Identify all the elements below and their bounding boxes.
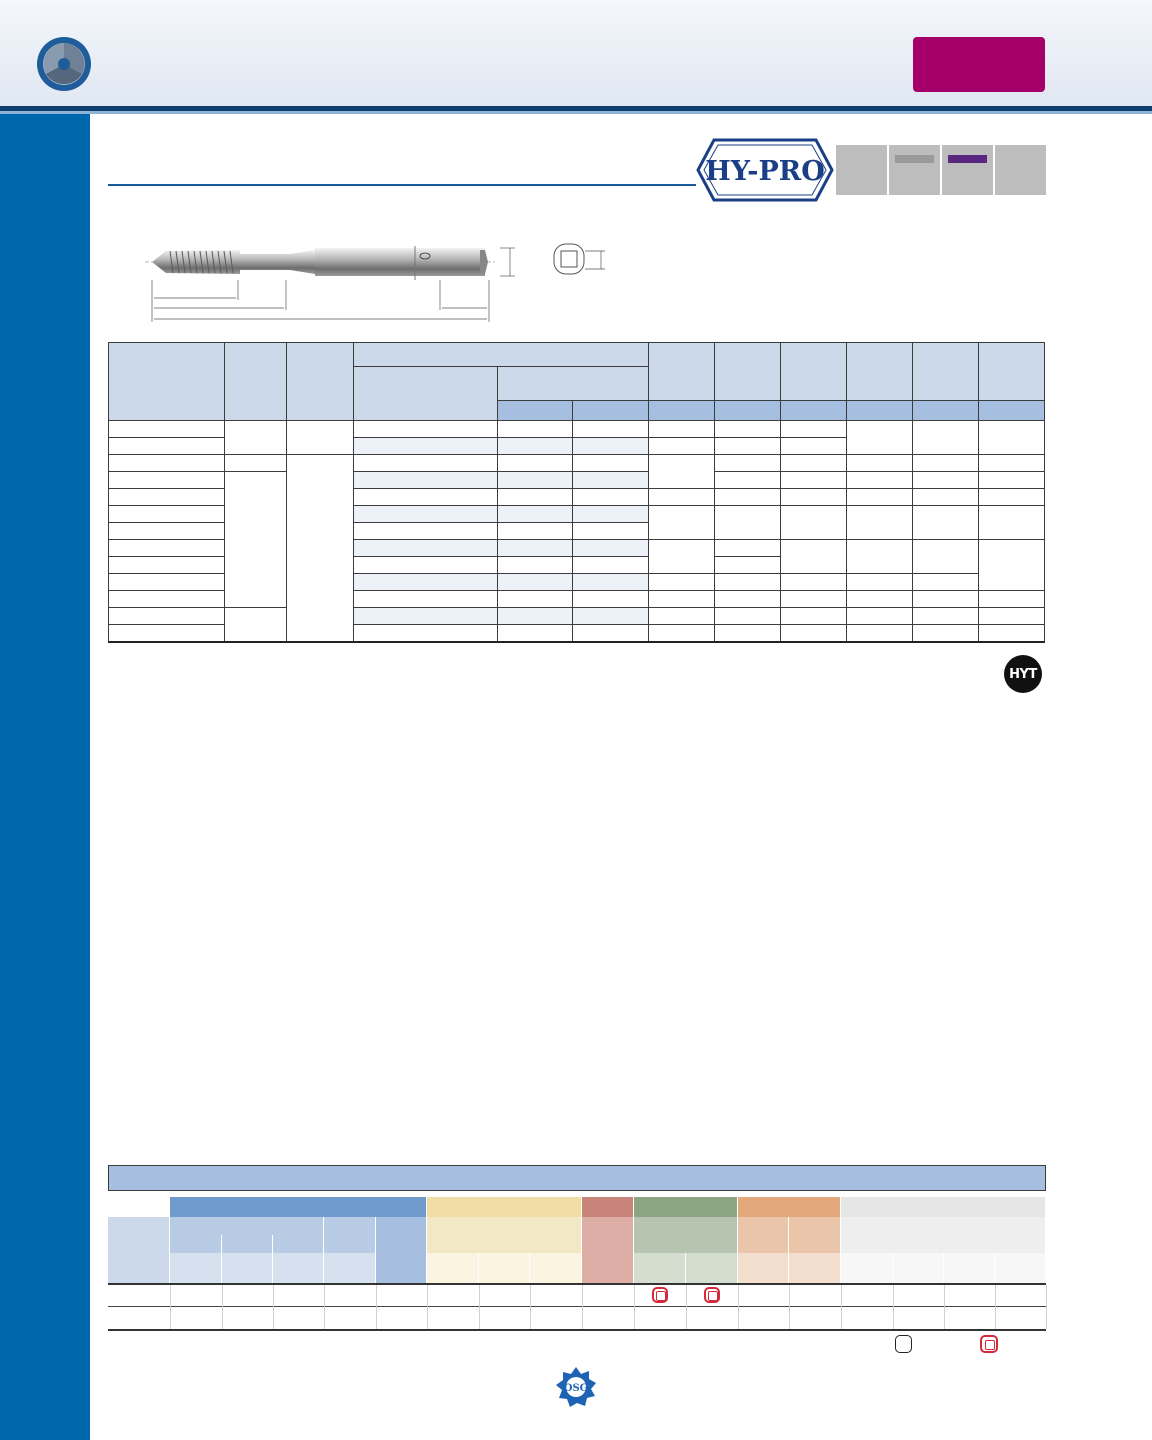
tool-tab-1[interactable] xyxy=(836,145,887,195)
spec-header-10 xyxy=(847,343,913,401)
spec-unit-8 xyxy=(979,401,1045,421)
spec-header-8 xyxy=(715,343,781,401)
grid-line xyxy=(686,1285,687,1329)
spec-unit-2 xyxy=(573,401,649,421)
unit-cell xyxy=(841,1253,893,1283)
grid-line xyxy=(427,1285,428,1329)
grid-line xyxy=(222,1285,223,1329)
header-divider-light xyxy=(0,111,1152,114)
subheader-5a xyxy=(738,1217,789,1253)
unit-cell xyxy=(324,1253,376,1283)
unit-cell xyxy=(634,1253,686,1283)
unit-cell xyxy=(479,1253,530,1283)
hyt-badge-icon: HYT xyxy=(1004,655,1042,693)
grid-line xyxy=(582,1285,583,1329)
spec-unit-5 xyxy=(781,401,847,421)
group-header-steel xyxy=(170,1197,427,1217)
subheader-alloy xyxy=(324,1217,376,1253)
grid-line xyxy=(944,1285,945,1329)
tool-tab-2[interactable] xyxy=(889,145,940,195)
subheader-high xyxy=(273,1235,324,1253)
subheader-4 xyxy=(634,1217,738,1253)
spec-unit-1 xyxy=(498,401,573,421)
table-divider xyxy=(108,1306,1046,1307)
spec-header-12 xyxy=(979,343,1045,401)
legend-good-mark-icon xyxy=(895,1335,912,1353)
group-header-5 xyxy=(738,1197,841,1217)
unit-cell xyxy=(944,1253,995,1283)
unit-cell xyxy=(738,1253,789,1283)
grid-line xyxy=(893,1285,894,1329)
unit-cell xyxy=(170,1253,222,1283)
material-table-title-bar xyxy=(108,1165,1046,1191)
subheader-3 xyxy=(582,1217,634,1283)
unit-cell xyxy=(222,1253,273,1283)
tool-tab-3[interactable] xyxy=(942,145,993,195)
spec-header-sub-2 xyxy=(498,367,649,401)
spec-unit-3 xyxy=(649,401,715,421)
tap-specification-table xyxy=(108,342,1045,643)
tap-dimension-diagram xyxy=(140,236,620,326)
table-row xyxy=(109,472,1045,489)
grid-line xyxy=(634,1285,635,1329)
grid-line xyxy=(479,1285,480,1329)
unit-cell xyxy=(893,1253,944,1283)
group-header-6 xyxy=(841,1197,1046,1217)
spec-header-2 xyxy=(225,343,287,421)
tool-tab-4[interactable] xyxy=(995,145,1046,195)
tool-type-tabs xyxy=(836,145,1046,195)
grid-line xyxy=(789,1285,790,1329)
subheader-6 xyxy=(841,1217,1046,1253)
spec-header-9 xyxy=(781,343,847,401)
grid-line xyxy=(995,1285,996,1329)
table-divider xyxy=(108,1329,1046,1331)
title-rule xyxy=(108,184,696,186)
grid-line xyxy=(273,1285,274,1329)
material-suitability-table xyxy=(108,1197,1046,1331)
tab-indicator-active xyxy=(948,155,987,163)
table-row xyxy=(109,455,1045,472)
unit-cell xyxy=(427,1253,479,1283)
grid-line xyxy=(324,1285,325,1329)
tap-chuck-logo-icon xyxy=(36,36,92,92)
spec-unit-4 xyxy=(715,401,781,421)
osg-logo xyxy=(555,1366,597,1408)
tap-shank xyxy=(315,248,485,276)
group-header-3 xyxy=(582,1197,634,1217)
unit-cell xyxy=(789,1253,841,1283)
osg-logo-text: OSG xyxy=(563,1383,589,1394)
grid-line xyxy=(841,1285,842,1329)
group-header-4 xyxy=(634,1197,738,1217)
table-divider xyxy=(108,1283,1046,1285)
sidebar xyxy=(0,114,90,1440)
group-header-stainless xyxy=(427,1197,582,1217)
grid-line xyxy=(530,1285,531,1329)
grid-line xyxy=(738,1285,739,1329)
grid-line xyxy=(170,1285,171,1329)
subheader-mid xyxy=(222,1235,273,1253)
spec-header-sub-1 xyxy=(354,367,498,421)
spec-header-group xyxy=(354,343,649,367)
subheader-hardened xyxy=(376,1217,427,1283)
table-row xyxy=(109,421,1045,438)
material-row-header xyxy=(108,1217,170,1283)
spec-header-size xyxy=(109,343,225,421)
table-row xyxy=(109,608,1045,625)
hy-pro-logo xyxy=(696,138,834,202)
grid-line xyxy=(1046,1285,1047,1329)
page-header xyxy=(0,0,1152,108)
tab-indicator xyxy=(895,155,934,163)
subheader-low xyxy=(170,1235,222,1253)
recommended-mark-icon xyxy=(704,1287,720,1303)
tap-neck xyxy=(240,250,315,274)
spec-unit-7 xyxy=(913,401,979,421)
unit-cell xyxy=(530,1253,582,1283)
spec-header-7 xyxy=(649,343,715,401)
subheader-carbon xyxy=(170,1217,324,1235)
unit-cell xyxy=(995,1253,1046,1283)
subheader-stainless xyxy=(427,1217,582,1253)
spec-unit-6 xyxy=(847,401,913,421)
spec-header-11 xyxy=(913,343,979,401)
legend-best-mark-icon xyxy=(980,1335,998,1353)
subheader-5b xyxy=(789,1217,841,1253)
unit-cell xyxy=(273,1253,324,1283)
hy-pro-logo-text: HY-PRO xyxy=(705,156,825,187)
spec-header-3 xyxy=(287,343,354,421)
recommended-mark-icon xyxy=(652,1287,668,1303)
unit-cell xyxy=(686,1253,738,1283)
grid-line xyxy=(376,1285,377,1329)
section-tab[interactable] xyxy=(913,37,1045,92)
